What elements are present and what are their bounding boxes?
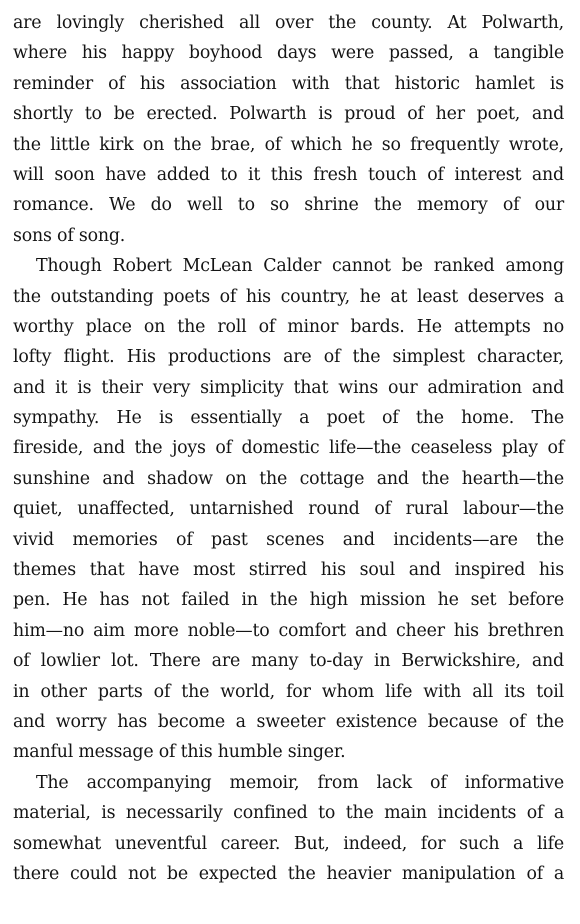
text-line: in other parts of the world, for whom life with all its toil — [13, 681, 564, 702]
text-line: pen. He has not failed in the high mission he set before — [13, 590, 564, 611]
text-line: and worry has become a sweeter existence because of the — [13, 711, 564, 732]
text-line: the little kirk on the brae, of which he so frequently wrote, — [13, 134, 564, 155]
text-line: there could not be expected the heavier manipulation of a — [13, 863, 564, 884]
text-line: lofty flight. His productions are of the simplest character, — [13, 347, 564, 368]
text-line: quiet, unaffected, untarnished round of rural labour—the — [13, 499, 564, 520]
text-line: reminder of his association with that historic hamlet is — [13, 73, 564, 94]
text-line: material, is necessarily confined to the main incidents of a — [13, 803, 564, 824]
paragraph-2 — [13, 251, 564, 768]
text-line: sunshine and shadow on the cottage and the hearth—the — [13, 468, 564, 489]
text-line: Though Robert McLean Calder cannot be ranked among — [36, 256, 564, 277]
text-line: where his happy boyhood days were passed, a tangible — [13, 43, 564, 64]
text-line: are lovingly cherished all over the county. At Polwarth, — [13, 13, 564, 33]
text-line: manful message of this humble singer. — [13, 742, 346, 763]
paragraph-3 — [13, 768, 564, 890]
text-line: worthy place on the roll of minor bards. He attempts no — [13, 316, 564, 337]
paragraph-1 — [13, 8, 564, 251]
text-line: shortly to be erected. Polwarth is proud of her poet, and — [13, 104, 564, 125]
text-line: romance. We do well to so shrine the memory of our — [13, 195, 564, 216]
text-line: vivid memories of past scenes and incidents—are the — [13, 529, 564, 550]
document-page — [13, 8, 564, 889]
text-line: fireside, and the joys of domestic life—the ceaseless play of — [13, 438, 564, 459]
text-line: of lowlier lot. There are many to-day in Berwickshire, and — [13, 651, 564, 672]
text-line: will soon have added to it this fresh touch of interest and — [13, 164, 564, 185]
text-line: sons of song. — [13, 225, 126, 246]
text-line: The accompanying memoir, from lack of informative — [36, 772, 564, 793]
text-line: him—no aim more noble—to comfort and cheer his brethren — [13, 620, 564, 641]
text-line: somewhat uneventful career. But, indeed, for such a life — [13, 833, 564, 854]
text-line: and it is their very simplicity that wins our admiration and — [13, 377, 564, 398]
text-line: sympathy. He is essentially a poet of the home. The — [13, 408, 564, 429]
text-line: themes that have most stirred his soul and inspired his — [13, 560, 564, 581]
text-line: the outstanding poets of his country, he at least deserves a — [13, 286, 564, 307]
